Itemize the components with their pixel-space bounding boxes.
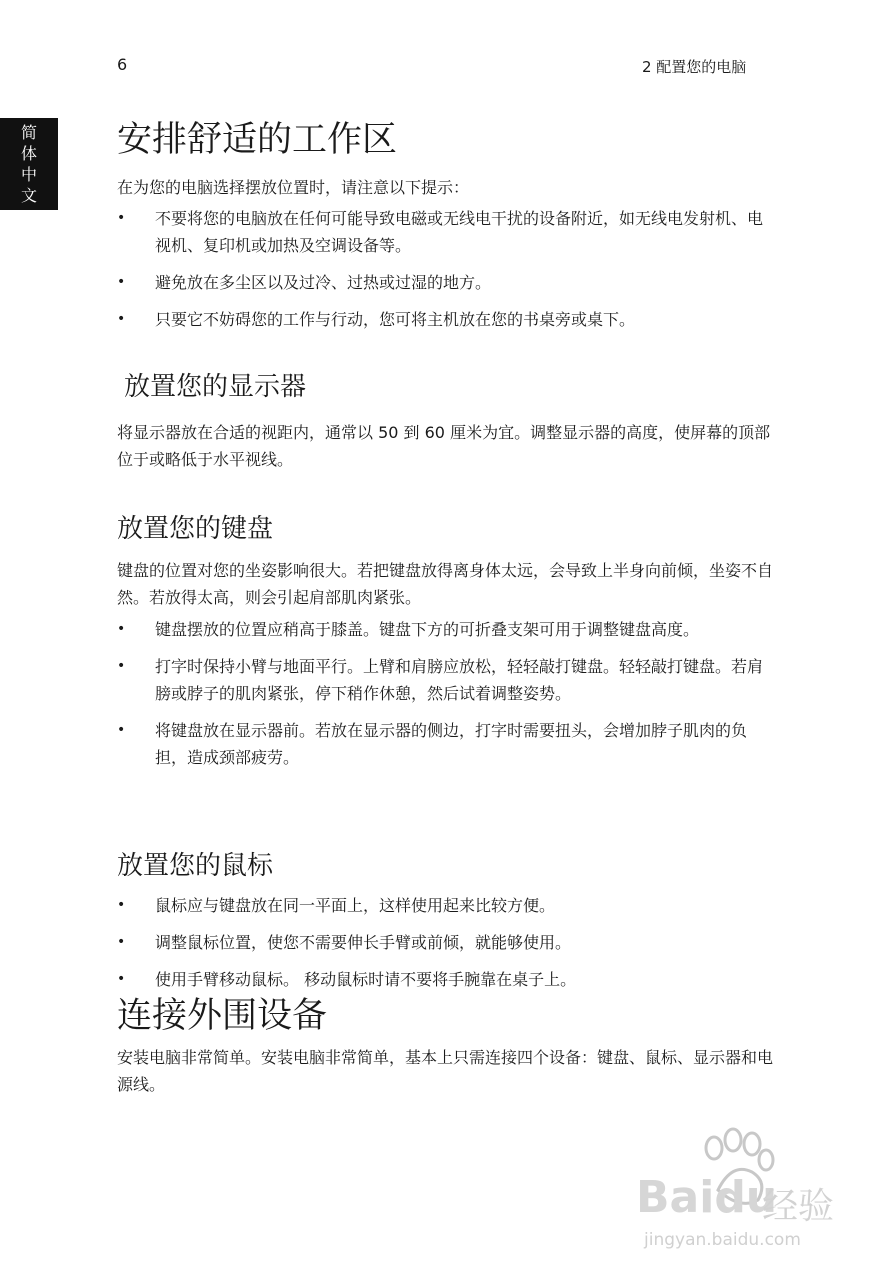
bullet-glyph: • [117, 658, 126, 674]
running-header: 2 配置您的电脑 [642, 58, 747, 76]
bullet-glyph: • [117, 934, 126, 950]
bullet-glyph: • [117, 971, 126, 987]
bullet-glyph: • [117, 722, 126, 738]
list-item [117, 892, 777, 919]
list-item-text: 只要它不妨碍您的工作与行动，您可将主机放在您的书桌旁或桌下。 [155, 310, 636, 329]
bullet-glyph: • [117, 274, 126, 290]
list-item [117, 269, 777, 296]
side-tab-char: 体 [20, 144, 37, 163]
watermark-url: jingyan.baidu.com [644, 1230, 801, 1250]
side-tab-char: 文 [20, 186, 37, 205]
peripherals-paragraph: 安装电脑非常简单。安装电脑非常简单，基本上只需连接四个设备：键盘、鼠标、显示器和电源线。 [117, 1048, 774, 1094]
language-side-tab [0, 118, 58, 210]
list-item-text: 调整鼠标位置，使您不需要伸长手臂或前倾，就能够使用。 [155, 933, 572, 952]
list-item [117, 205, 777, 259]
list-item-text: 不要将您的电脑放在任何可能导致电磁或无线电干扰的设备附近，如无线电发射机、电视机、复印机或加热及空调设备等。 [155, 209, 764, 255]
bullet-glyph: • [117, 311, 126, 327]
list-item-text: 使用手臂移动鼠标。 移动鼠标时请不要将手腕靠在桌子上。 [155, 970, 577, 989]
list-item-text: 打字时保持小臂与地面平行。上臂和肩膀应放松，轻轻敲打键盘。轻轻敲打键盘。若肩膀或脖子的肌肉紧张，停下稍作休憩，然后试着调整姿势。 [155, 657, 764, 703]
list-item [117, 653, 777, 707]
section-intro: 在为您的电脑选择摆放位置时，请注意以下提示： [117, 178, 470, 197]
watermark-brand-du: du [714, 1172, 778, 1223]
subsection-title-keyboard: 放置您的键盘 [117, 514, 274, 544]
baidu-jingyan-watermark [636, 1120, 886, 1270]
bullet-glyph: • [117, 210, 126, 226]
list-item-text: 键盘摆放的位置应稍高于膝盖。键盘下方的可折叠支架可用于调整键盘高度。 [155, 620, 700, 639]
keyboard-bullet-list [117, 616, 777, 771]
list-item [117, 929, 777, 956]
list-item-text: 鼠标应与键盘放在同一平面上，这样使用起来比较方便。 [155, 896, 556, 915]
list-item [117, 306, 777, 333]
side-tab-char: 简 [20, 123, 37, 142]
mouse-bullet-list [117, 892, 777, 993]
watermark-jingyan: 经验 [762, 1186, 835, 1227]
watermark-brand: Bai [636, 1172, 715, 1223]
list-item-text: 避免放在多尘区以及过冷、过热或过湿的地方。 [155, 273, 492, 292]
section-title-peripherals: 连接外围设备 [117, 996, 328, 1036]
subsection-title-monitor: 放置您的显示器 [124, 372, 307, 402]
subsection-title-mouse: 放置您的鼠标 [117, 851, 274, 881]
section-title-workspace: 安排舒适的工作区 [117, 120, 398, 160]
list-item [117, 717, 777, 771]
bullet-glyph: • [117, 897, 126, 913]
keyboard-paragraph: 键盘的位置对您的坐姿影响很大。若把键盘放得离身体太远，会导致上半身向前倾，坐姿不自然。若放得太高，则会引起肩部肌肉紧张。 [117, 561, 774, 607]
list-item [117, 616, 777, 643]
bullet-glyph: • [117, 621, 126, 637]
page-number: 6 [117, 55, 128, 74]
list-item-text: 将键盘放在显示器前。若放在显示器的侧边，打字时需要扭头，会增加脖子肌肉的负担，造成颈部疲劳。 [155, 721, 748, 767]
side-tab-char: 中 [20, 165, 37, 184]
monitor-paragraph: 将显示器放在合适的视距内，通常以 50 到 60 厘米为宜。调整显示器的高度，使屏幕的顶部位于或略低于水平视线。 [117, 423, 771, 469]
workspace-bullet-list [117, 205, 777, 333]
